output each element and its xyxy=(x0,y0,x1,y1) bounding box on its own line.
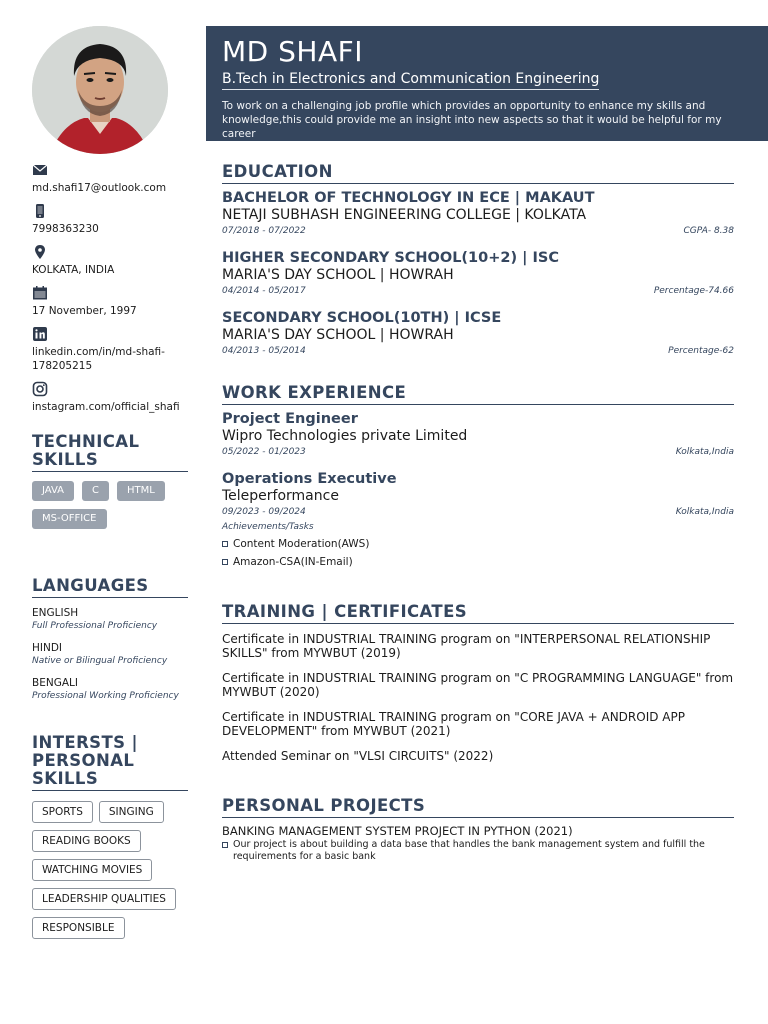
candidate-name: MD SHAFI xyxy=(222,35,363,68)
education-entry xyxy=(222,250,734,298)
education-entry xyxy=(222,190,734,238)
language-name: BENGALI xyxy=(32,677,78,689)
education-dates: 04/2014 - 05/2017 xyxy=(222,286,306,296)
training-section xyxy=(222,602,734,763)
interest-tags xyxy=(32,801,188,939)
resume-header xyxy=(206,26,768,141)
work-role: Operations Executive xyxy=(222,471,397,487)
languages-section xyxy=(32,577,188,703)
projects-section xyxy=(222,796,734,862)
interest-tag: LEADERSHIP QUALITIES xyxy=(32,888,176,910)
achievements-label: Achievements/Tasks xyxy=(222,522,314,532)
work-location: Kolkata,India xyxy=(675,507,734,517)
language-item xyxy=(32,677,188,703)
interests-section xyxy=(32,734,188,939)
linkedin-icon xyxy=(32,326,48,342)
skill-tags xyxy=(32,481,188,529)
interest-tag: SINGING xyxy=(99,801,164,823)
instagram-link[interactable]: instagram.com/official_shafi xyxy=(32,401,180,413)
languages-heading: LANGUAGES xyxy=(32,577,188,598)
interests-heading: INTERSTS | PERSONAL SKILLS xyxy=(32,734,188,791)
language-item xyxy=(32,642,188,668)
contact-instagram xyxy=(32,381,188,414)
location-text: KOLKATA, INDIA xyxy=(32,264,115,276)
education-institution: MARIA'S DAY SCHOOL | HOWRAH xyxy=(222,267,454,283)
education-institution: NETAJI SUBHASH ENGINEERING COLLEGE | KOLKATA xyxy=(222,207,587,223)
work-section xyxy=(222,383,734,571)
technical-skills-section xyxy=(32,433,188,529)
education-dates: 04/2013 - 05/2014 xyxy=(222,346,306,356)
project-description-list xyxy=(222,839,734,862)
instagram-icon xyxy=(32,381,48,397)
interest-tag: SPORTS xyxy=(32,801,93,823)
work-entry xyxy=(222,471,734,571)
skill-tag: C xyxy=(82,481,109,501)
education-score: CGPA- 8.38 xyxy=(683,226,734,236)
interest-tag: WATCHING MOVIES xyxy=(32,859,152,881)
work-meta xyxy=(222,446,734,459)
certificate-item: Certificate in INDUSTRIAL TRAINING program on "CORE JAVA + ANDROID APP DEVELOPMENT" from MYWBUT (2021) xyxy=(222,710,685,738)
certificate-item: Certificate in INDUSTRIAL TRAINING program on "C PROGRAMMING LANGUAGE" from MYWBUT (2020) xyxy=(222,671,734,699)
interest-tag: RESPONSIBLE xyxy=(32,917,125,939)
education-meta xyxy=(222,345,734,358)
sidebar xyxy=(32,26,188,939)
skill-tag: HTML xyxy=(117,481,165,501)
phone-icon xyxy=(32,203,48,219)
education-score: Percentage-62 xyxy=(668,346,734,356)
contact-linkedin xyxy=(32,326,188,373)
profile-photo xyxy=(32,26,168,154)
language-item xyxy=(32,607,188,633)
education-meta xyxy=(222,285,734,298)
education-section xyxy=(222,162,734,358)
location-pin-icon xyxy=(32,244,48,260)
career-objective: To work on a challenging job profile which provides an opportunity to enhance my skills and knowledge,this could provide me an insight into new aspects so that it would be helpful for my career xyxy=(222,100,722,140)
education-institution: MARIA'S DAY SCHOOL | HOWRAH xyxy=(222,327,454,343)
education-heading: EDUCATION xyxy=(222,162,734,184)
certificate-item: Certificate in INDUSTRIAL TRAINING program on "INTERPERSONAL RELATIONSHIP SKILLS" from MYWBUT (2019) xyxy=(222,632,711,660)
candidate-degree: B.Tech in Electronics and Communication Engineering xyxy=(222,70,599,90)
work-role: Project Engineer xyxy=(222,411,358,427)
education-title: BACHELOR OF TECHNOLOGY IN ECE | MAKAUT xyxy=(222,190,595,206)
work-meta xyxy=(222,506,734,519)
avatar-illustration xyxy=(32,26,168,154)
work-entry xyxy=(222,411,734,459)
skill-tag: MS-OFFICE xyxy=(32,509,107,529)
project-title: BANKING MANAGEMENT SYSTEM PROJECT IN PYTHON (2021) xyxy=(222,824,573,838)
project-description: Our project is about building a data base that handles the bank management system and fulfill the requirements for a basic bank xyxy=(222,839,734,862)
education-entry xyxy=(222,310,734,358)
projects-heading: PERSONAL PROJECTS xyxy=(222,796,734,818)
education-title: HIGHER SECONDARY SCHOOL(10+2) | ISC xyxy=(222,250,559,266)
interest-tag: READING BOOKS xyxy=(32,830,141,852)
training-heading: TRAINING | CERTIFICATES xyxy=(222,602,734,624)
birthdate-text: 17 November, 1997 xyxy=(32,305,137,317)
contact-birthdate xyxy=(32,285,188,318)
contact-email xyxy=(32,162,188,195)
language-level: Full Professional Proficiency xyxy=(32,621,158,631)
education-dates: 07/2018 - 07/2022 xyxy=(222,226,306,236)
language-level: Native or Bilingual Proficiency xyxy=(32,656,168,666)
calendar-icon xyxy=(32,285,48,301)
education-title: SECONDARY SCHOOL(10TH) | ICSE xyxy=(222,310,502,326)
work-company: Teleperformance xyxy=(222,488,339,504)
language-name: HINDI xyxy=(32,642,63,654)
work-dates: 05/2022 - 01/2023 xyxy=(222,447,306,457)
main-content xyxy=(222,162,734,862)
work-company: Wipro Technologies private Limited xyxy=(222,428,468,444)
work-location: Kolkata,India xyxy=(675,447,734,457)
contact-phone xyxy=(32,203,188,236)
contact-location xyxy=(32,244,188,277)
email-text[interactable]: md.shafi17@outlook.com xyxy=(32,182,167,194)
language-name: ENGLISH xyxy=(32,607,79,619)
work-dates: 09/2023 - 09/2024 xyxy=(222,507,306,517)
language-level: Professional Working Proficiency xyxy=(32,691,179,701)
email-icon xyxy=(32,162,48,178)
linkedin-link[interactable]: linkedin.com/in/md-shafi-178205215 xyxy=(32,346,165,372)
phone-text: 7998363230 xyxy=(32,223,99,235)
task-item: Amazon-CSA(IN-Email) xyxy=(222,553,734,571)
work-heading: WORK EXPERIENCE xyxy=(222,383,734,405)
certificate-item: Attended Seminar on "VLSI CIRCUITS" (2022) xyxy=(222,749,494,763)
contact-list xyxy=(32,162,188,414)
education-meta xyxy=(222,225,734,238)
education-score: Percentage-74.66 xyxy=(653,286,734,296)
technical-skills-heading: TECHNICAL SKILLS xyxy=(32,433,188,472)
skill-tag: JAVA xyxy=(32,481,74,501)
task-list xyxy=(222,535,734,571)
task-item: Content Moderation(AWS) xyxy=(222,535,734,553)
